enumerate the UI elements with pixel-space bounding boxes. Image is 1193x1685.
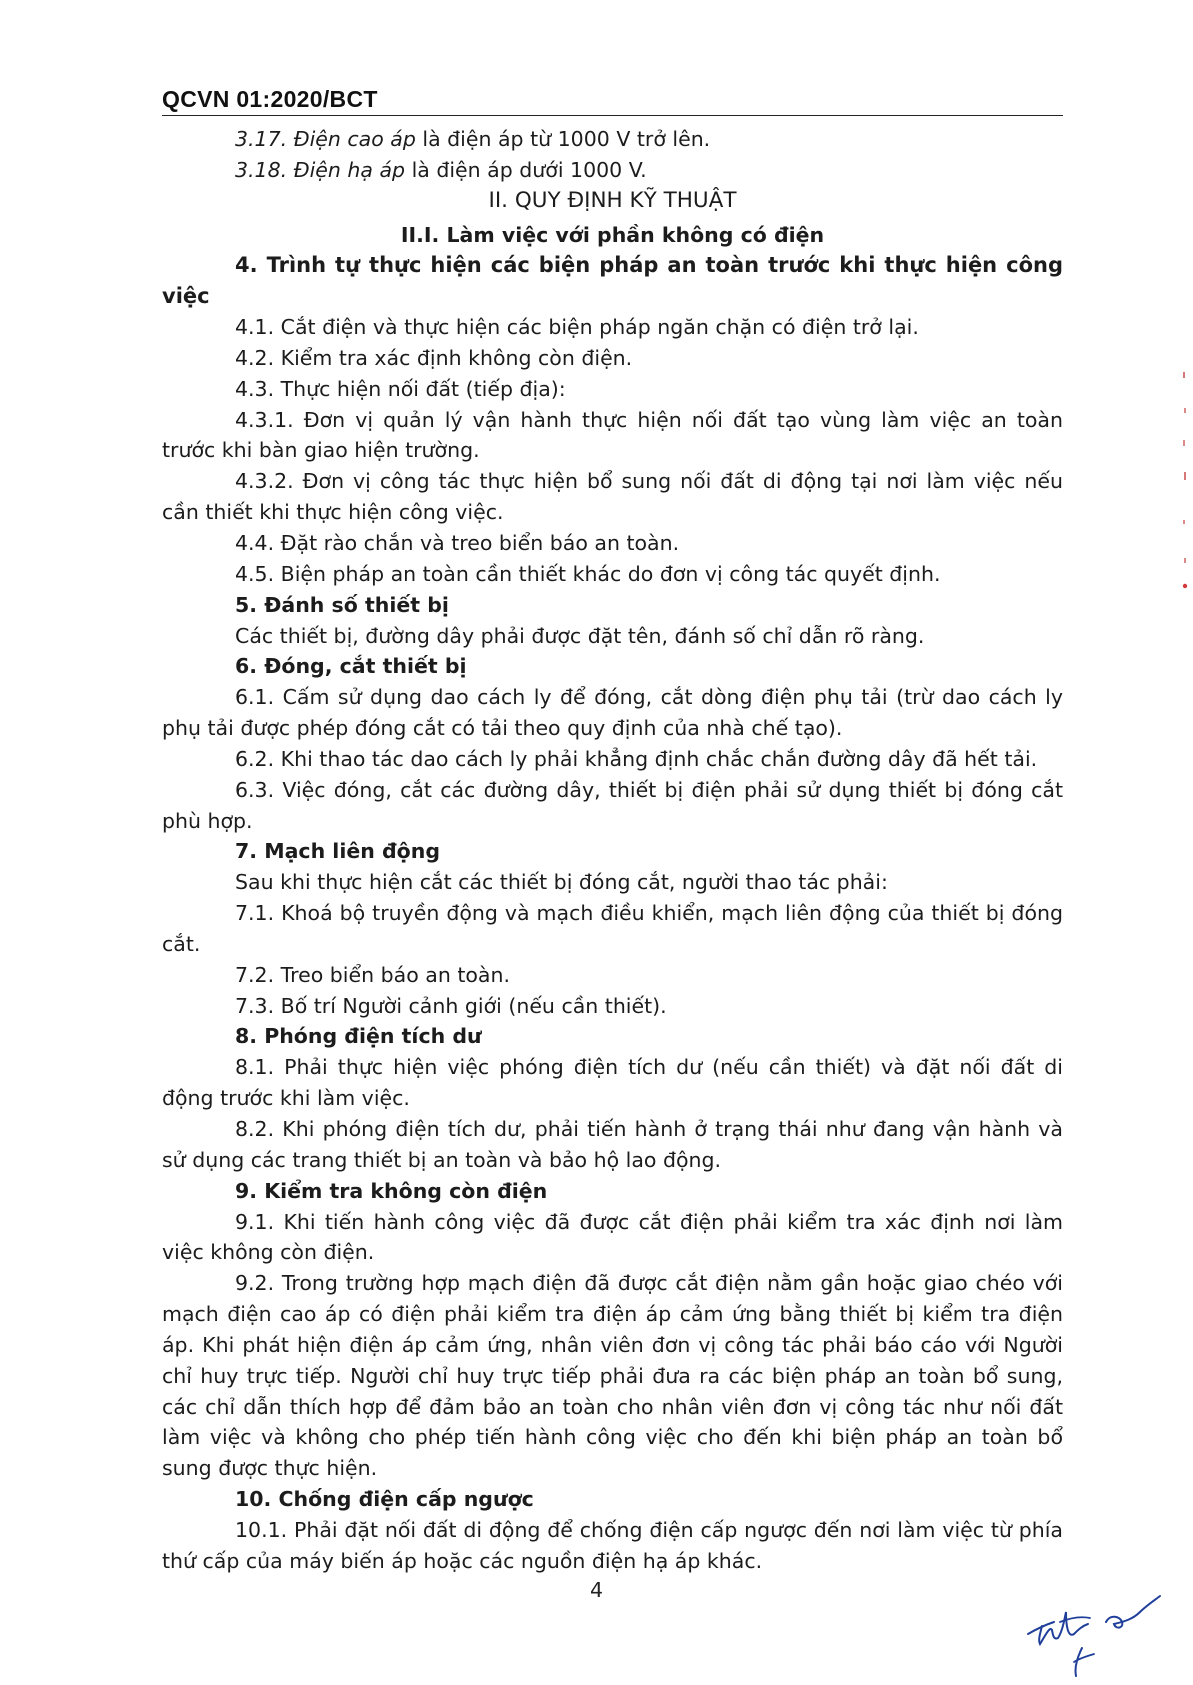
paragraph: 7.3. Bố trí Người cảnh giới (nếu cần thiết).	[235, 993, 667, 1018]
definition-term: Điện hạ áp	[293, 157, 406, 182]
paragraph: 10.1. Phải đặt nối đất di động để chống điện cấp ngược đến nơi làm việc từ phía thứ cấp của máy biến áp hoặc các nguồn điện hạ áp khác.	[162, 1517, 1063, 1573]
paragraph: 6.1. Cấm sử dụng dao cách ly để đóng, cắt dòng điện phụ tải (trừ dao cách ly phụ tải được phép đóng cắt có tải theo quy định của nhà chế tạo).	[162, 685, 1063, 741]
paragraph: 4.3. Thực hiện nối đất (tiếp địa):	[235, 376, 566, 401]
paragraph: 7.2. Treo biển báo an toàn.	[235, 962, 510, 987]
paragraph: 4.5. Biện pháp an toàn cần thiết khác do đơn vị công tác quyết định.	[235, 561, 941, 586]
definition-text: là điện áp từ 1000 V trở lên.	[415, 127, 711, 151]
definition-3-18	[162, 155, 1063, 186]
section-heading: 9. Kiểm tra không còn điện	[235, 1178, 548, 1203]
paragraph: 8.2. Khi phóng điện tích dư, phải tiến hành ở trạng thái như đang vận hành và sử dụng các trang thiết bị an toàn và bảo hộ lao động.	[162, 1117, 1063, 1172]
section-heading: 10. Chống điện cấp ngược	[235, 1487, 534, 1512]
section-heading: 8. Phóng điện tích dư	[235, 1024, 482, 1049]
section-heading: 6. Đóng, cắt thiết bị	[235, 654, 467, 679]
section-heading: 7. Mạch liên động	[235, 839, 441, 864]
paragraph: 9.1. Khi tiến hành công việc đã được cắt điện phải kiểm tra xác định nơi làm việc không còn điện.	[162, 1209, 1063, 1265]
page-number: 4	[589, 1578, 604, 1602]
header-rule	[162, 115, 1063, 116]
paragraph: Sau khi thực hiện cắt các thiết bị đóng cắt, người thao tác phải:	[235, 870, 888, 895]
paragraph: Các thiết bị, đường dây phải được đặt tên, đánh số chỉ dẫn rõ ràng.	[235, 623, 925, 648]
paragraph: 6.2. Khi thao tác dao cách ly phải khẳng định chắc chắn đường dây đã hết tải.	[235, 746, 1038, 771]
document-body	[162, 124, 1063, 1577]
paragraph: 6.3. Việc đóng, cắt các đường dây, thiết bị điện phải sử dụng thiết bị đóng cắt phù hợp.	[162, 777, 1063, 833]
definition-term: Điện cao áp	[293, 127, 416, 151]
paragraph: 4.4. Đặt rào chắn và treo biển báo an toàn.	[235, 530, 680, 555]
margin-marks	[1180, 360, 1193, 600]
paragraph: 8.1. Phải thực hiện việc phóng điện tích dư (nếu cần thiết) và đặt nối đất di động trước khi làm việc.	[162, 1055, 1063, 1111]
definition-number: 3.18.	[235, 157, 288, 182]
handwritten-signature	[1018, 1582, 1168, 1682]
paragraph: 9.2. Trong trường hợp mạch điện đã được cắt điện nằm gần hoặc giao chéo với mạch điện cao áp có điện phải kiểm tra điện áp cảm ứng bằng thiết bị kiểm tra điện áp. Khi phát hiện điện áp cảm ứng, nhân viên đơn vị công tác phải báo cáo với Người chỉ huy trực tiếp. Người chỉ huy trực tiếp phải đưa ra các biện pháp an toàn bổ sung, các chỉ dẫn thích hợp để đảm bảo an toàn cho nhân viên đơn vị công tác như nối đất làm việc và không cho phép tiến hành công việc cho đến khi biện pháp an toàn bổ sung được thực hiện.	[162, 1271, 1063, 1481]
section-subtitle: II.I. Làm việc với phần không có điện	[400, 222, 825, 247]
definition-3-17	[162, 124, 1063, 155]
section-title: II. QUY ĐỊNH KỸ THUẬT	[488, 187, 737, 213]
paragraph: 4.1. Cắt điện và thực hiện các biện pháp ngăn chặn có điện trở lại.	[235, 315, 919, 340]
section-heading: 5. Đánh số thiết bị	[235, 592, 449, 617]
paragraph: 4.2. Kiểm tra xác định không còn điện.	[235, 345, 633, 370]
paragraph: 4.3.2. Đơn vị công tác thực hiện bổ sung nối đất di động tại nơi làm việc nếu cần thiết khi thực hiện công việc.	[162, 469, 1063, 525]
document-code-header: QCVN 01:2020/BCT	[162, 86, 378, 112]
definition-text: là điện áp dưới 1000 V.	[405, 157, 647, 182]
definition-number: 3.17.	[235, 127, 288, 151]
section-heading: 4. Trình tự thực hiện các biện pháp an toàn trước khi thực hiện công việc	[162, 253, 1063, 309]
paragraph: 7.1. Khoá bộ truyền động và mạch điều khiển, mạch liên động của thiết bị đóng cắt.	[162, 901, 1063, 956]
paragraph: 4.3.1. Đơn vị quản lý vận hành thực hiện nối đất tạo vùng làm việc an toàn trước khi bàn giao hiện trường.	[162, 407, 1063, 463]
